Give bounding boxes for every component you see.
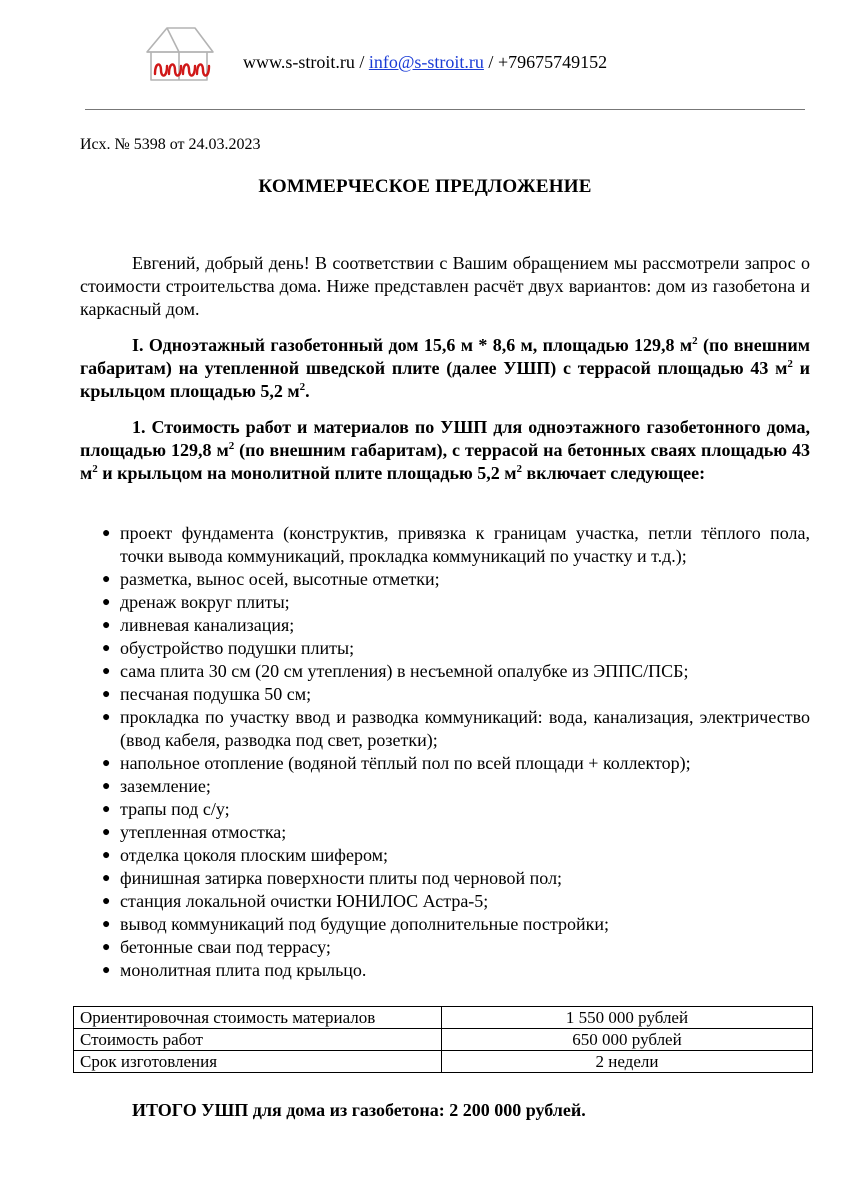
list-item-text: обустройство подушки плиты; [120,638,355,658]
bullet-icon: ● [102,710,111,725]
list-item [80,706,810,752]
reference-number: Исх. № 5398 от 24.03.2023 [80,136,261,153]
list-item-text: проект фундамента (конструктив, привязка к границам участка, петли тёплого пола, точки вывода коммуникаций, прокладка коммуникаций по участку и т.д.); [120,523,810,566]
total-line: ИТОГО УШП для дома из газобетона: 2 200 000 рублей. [132,1100,586,1120]
email-link[interactable]: info@s-stroit.ru [368,52,484,72]
list-item [80,913,810,936]
cost-value-cell: 1 550 000 рублей [442,1007,813,1029]
list-item-text: трапы под с/у; [120,799,230,819]
bullet-icon: ● [102,572,111,587]
list-item [80,867,810,890]
bullet-icon: ● [102,871,111,886]
table-row [74,1029,813,1051]
list-item-text: финишная затирка поверхности плиты под черновой пол; [120,868,563,888]
phone-text: +79675749152 [497,52,608,72]
bullet-icon: ● [102,664,111,679]
list-item [80,798,810,821]
list-item-text: вывод коммуникаций под будущие дополнительные постройки; [120,914,609,934]
list-item-text: разметка, вынос осей, высотные отметки; [120,569,440,589]
separator: / [354,52,369,72]
website-text: www.s-stroit.ru [243,52,355,72]
list-item [80,660,810,683]
bullet-icon: ● [102,641,111,656]
list-item [80,614,810,637]
list-item [80,775,810,798]
list-item-text: напольное отопление (водяной тёплый пол по всей площади + коллектор); [120,753,691,773]
list-item-text: дренаж вокруг плиты; [120,592,290,612]
list-item-text: станция локальной очистки ЮНИЛОС Астра-5; [120,891,489,911]
bullet-icon: ● [102,618,111,633]
table-row [74,1007,813,1029]
contact-line [243,52,607,73]
list-item-text: прокладка по участку ввод и разводка коммуникаций: вода, канализация, электричество (ввод кабеля, разводка под свет, розетки); [120,707,810,750]
separator: / [483,52,498,72]
list-item [80,522,810,568]
house-radiator-logo-icon [145,22,217,84]
bullet-icon: ● [102,848,111,863]
list-item [80,890,810,913]
bullet-icon: ● [102,756,111,771]
list-item-text: сама плита 30 см (20 см утепления) в несъемной опалубке из ЭППС/ПСБ; [120,661,689,681]
list-item-text: заземление; [120,776,211,796]
cost-table [73,1006,813,1073]
bullet-icon: ● [102,940,111,955]
list-item-text: бетонные сваи под террасу; [120,937,331,957]
bullet-icon: ● [102,802,111,817]
list-item [80,683,810,706]
table-row [74,1051,813,1073]
bullet-icon: ● [102,825,111,840]
subsection-1-heading: 1. Стоимость работ и материалов по УШП для одноэтажного газобетонного дома, площадью 129,8 $м^2$ (по внешним габаритам), с террасой на бетонных сваях площадью 43 $м^2$ и крыльцом на монолитной плите площадью 5,2 $м^2$ включает следующее: [80,417,810,483]
list-item-text: песчаная подушка 50 см; [120,684,312,704]
bullet-icon: ● [102,595,111,610]
cost-value-cell: 2 недели [442,1051,813,1073]
header-divider [85,109,805,110]
works-list [80,522,810,982]
list-item [80,637,810,660]
bullet-icon: ● [102,963,111,978]
bullet-icon: ● [102,917,111,932]
cost-label-cell: Срок изготовления [74,1051,442,1073]
letterhead [145,22,825,92]
list-item [80,591,810,614]
intro-paragraph: Евгений, добрый день! В соответствии с Вашим обращением мы рассмотрели запрос о стоимости строительства дома. Ниже представлен расчёт двух вариантов: дом из газобетона и каркасный дом. [80,253,810,319]
list-item-text: монолитная плита под крыльцо. [120,960,367,980]
list-item [80,568,810,591]
bullet-icon: ● [102,687,111,702]
cost-label-cell: Ориентировочная стоимость материалов [74,1007,442,1029]
list-item [80,844,810,867]
list-item [80,752,810,775]
cost-label-cell: Стоимость работ [74,1029,442,1051]
list-item-text: утепленная отмостка; [120,822,287,842]
section-1-heading: I. Одноэтажный газобетонный дом 15,6 м * 8,6 м, площадью 129,8 $м^2$ (по внешним габаритам) на утепленной шведской плите (далее УШП) с террасой площадью 43 $м^2$ и крыльцом площадью 5,2 $м^2$. [80,335,811,401]
list-item-text: ливневая канализация; [120,615,295,635]
bullet-icon: ● [102,526,111,541]
list-item [80,821,810,844]
bullet-icon: ● [102,779,111,794]
cost-value-cell: 650 000 рублей [442,1029,813,1051]
list-item [80,959,810,982]
list-item-text: отделка цоколя плоским шифером; [120,845,388,865]
document-title: КОММЕРЧЕСКОЕ ПРЕДЛОЖЕНИЕ [258,176,592,197]
list-item [80,936,810,959]
bullet-icon: ● [102,894,111,909]
